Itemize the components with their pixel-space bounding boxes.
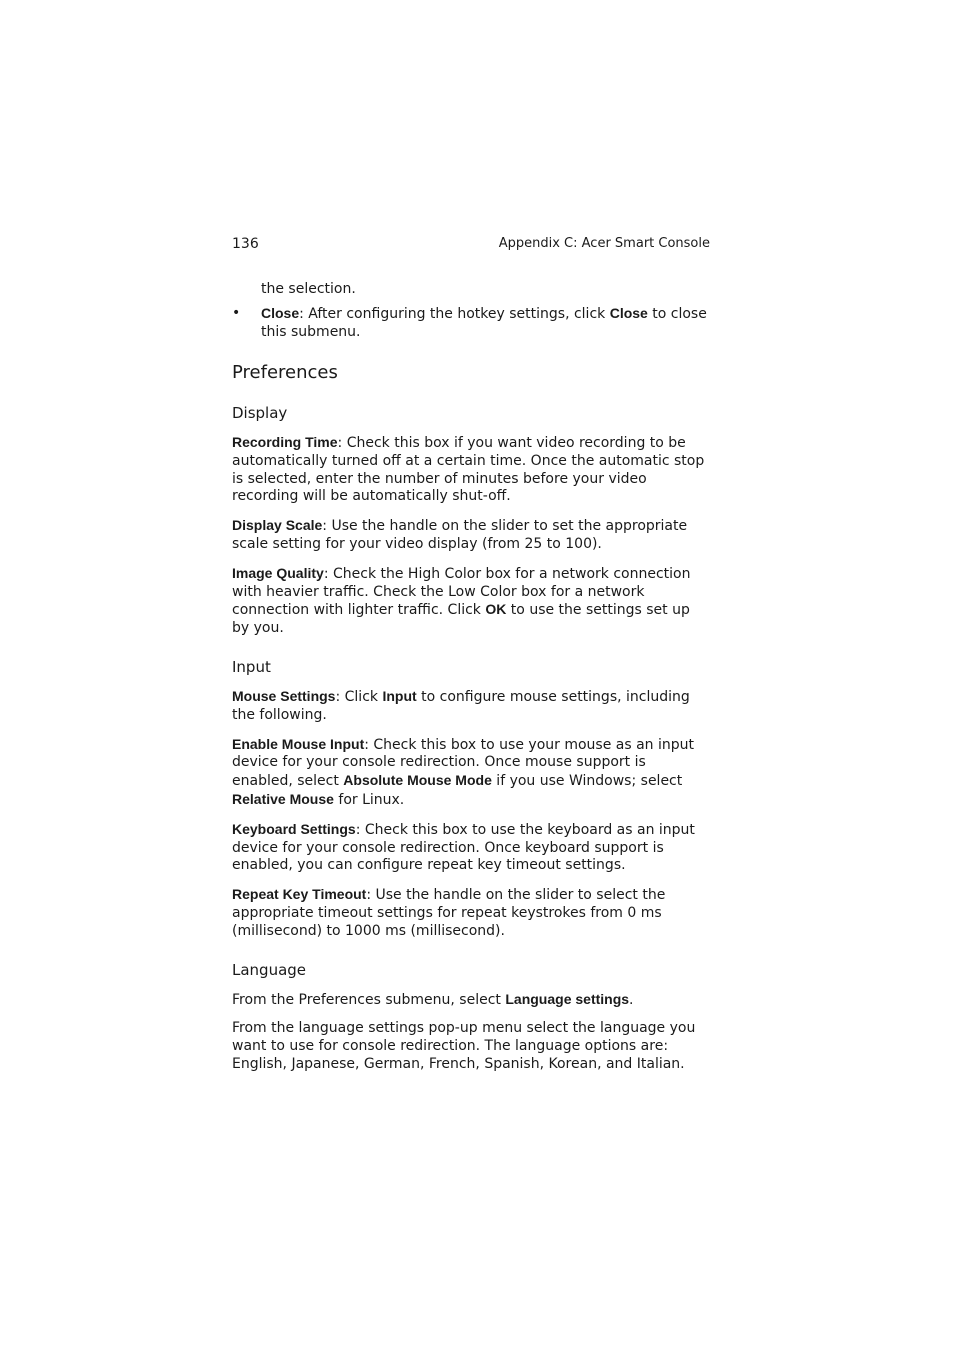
term-ok: OK <box>485 601 507 618</box>
bullet-list <box>232 304 710 341</box>
term-enable-mouse-input: Enable Mouse Input <box>232 735 365 752</box>
term-recording-time: Recording Time <box>232 434 338 450</box>
body-text: From the language settings pop-up menu select the language you want to use for console redirection. The language options are: English, Japanese, German, French, Spanish, Korean, and Italian. <box>232 1020 696 1072</box>
subsection-display: Display <box>232 404 288 422</box>
paragraph-repeat-key-timeout <box>232 886 710 940</box>
body-text: to close this submenu. <box>261 306 707 340</box>
body-text: From the Preferences submenu, select <box>232 991 506 1008</box>
term-repeat-key-timeout: Repeat Key Timeout <box>232 886 367 903</box>
chapter-title: Appendix C: Acer Smart Console <box>498 236 710 251</box>
subsection-language: Language <box>232 960 307 979</box>
body-text: : After configuring the hotkey settings, click <box>299 306 610 322</box>
paragraph-image-quality <box>232 565 710 638</box>
paragraph-mouse-settings <box>232 688 710 725</box>
body-text: : Check this box to use your mouse as an input device for your console redirection. Once mouse support is enabled, select <box>232 736 695 790</box>
term-relative-mouse: Relative Mouse <box>232 790 334 807</box>
term-mouse-settings: Mouse Settings <box>232 687 336 704</box>
body-text: for Linux. <box>333 791 405 808</box>
paragraph-recording-time <box>232 434 710 506</box>
term-input: Input <box>382 687 417 704</box>
body-text: if you use Windows; select <box>491 773 683 790</box>
body-text: : Use the handle on the slider to select the appropriate timeout settings for repeat keystrokes from 0 ms (millisecond) to 1000 ms (millisecond). <box>232 887 666 939</box>
manual-page <box>232 236 710 1074</box>
running-header <box>232 236 710 256</box>
term-close: Close <box>261 305 300 321</box>
body-text: . <box>629 991 634 1008</box>
term-keyboard-settings: Keyboard Settings <box>232 820 356 837</box>
bullet-icon: • <box>232 305 241 321</box>
body-text: to use the settings set up by you. <box>232 602 690 637</box>
continued-text: the selection. <box>261 281 356 297</box>
page-number: 136 <box>232 236 259 252</box>
body-text: : Check this box to use the keyboard as an input device for your console redirection. Once keyboard support is enabled, you can configure repeat key timeout settings. <box>232 821 695 874</box>
term-image-quality: Image Quality <box>232 564 324 581</box>
body-text: : Check the High Color box for a network connection with heavier traffic. Check the Low Color box for a network connection with lighter traffic. Click <box>232 565 691 619</box>
term-close-inline: Close <box>609 305 648 321</box>
subsection-input: Input <box>232 657 271 676</box>
body-text: to configure mouse settings, including the following. <box>232 688 690 723</box>
section-title: Preferences <box>232 362 338 383</box>
paragraph-keyboard-settings <box>232 821 710 875</box>
body-text: : Click <box>335 688 383 705</box>
term-language-settings: Language settings <box>505 990 630 1007</box>
list-item <box>232 304 710 341</box>
body-text: : Use the handle on the slider to set the appropriate scale setting for your video display (from 25 to 100). <box>232 518 688 552</box>
term-absolute-mouse-mode: Absolute Mouse Mode <box>343 772 492 789</box>
body-text: : Check this box if you want video recording to be automatically turned off at a certain time. Once the automatic stop is selected, enter the number of minutes before your video recording will be automatically shut-off. <box>232 435 705 505</box>
paragraph-enable-mouse-input <box>232 736 710 810</box>
paragraph-display-scale <box>232 517 710 554</box>
paragraph-language-select <box>232 991 710 1010</box>
paragraph-language-options <box>232 1020 710 1073</box>
term-display-scale: Display Scale <box>232 517 323 534</box>
